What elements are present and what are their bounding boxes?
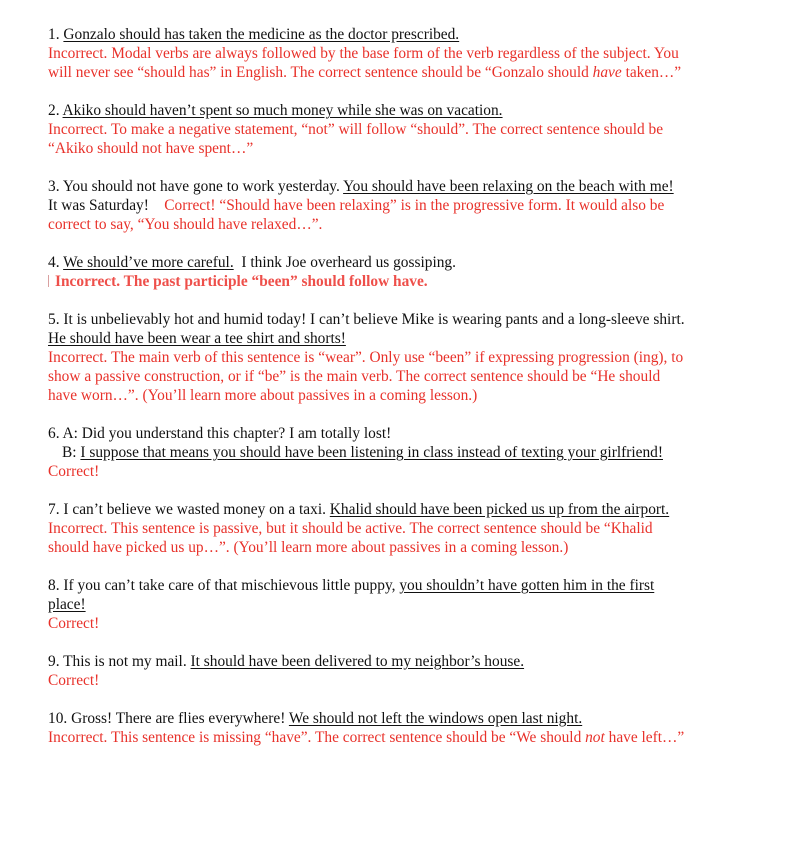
feedback-text-end: taken…” bbox=[621, 64, 682, 81]
feedback-emphasis: not bbox=[585, 729, 605, 746]
question-8 bbox=[48, 576, 688, 614]
underlined-sentence: You should have been relaxing on the beach with me! bbox=[343, 178, 674, 195]
context-text-after: I think Joe overheard us gossiping. bbox=[233, 254, 456, 271]
feedback-text: Incorrect. The past participle “been” should follow have. bbox=[55, 273, 428, 290]
feedback-text: Incorrect. The main verb of this sentence is “wear”. Only use “been” if expressing progression (ing), to show a passive construction, or if “be” is the main verb. The correct sentence should be “He should have worn…”. (You’ll learn more about passives in a coming lesson.) bbox=[48, 349, 684, 404]
underlined-sentence: He should have been wear a tee shirt and shorts! bbox=[48, 330, 346, 347]
feedback-text: Incorrect. Modal verbs are always followed by the base form of the verb regardless of the subject. You will never see “should has” in English. The correct sentence should be “Gonzalo should bbox=[48, 45, 679, 81]
exercise-item-3 bbox=[48, 177, 688, 234]
question-7 bbox=[48, 500, 688, 519]
feedback-1 bbox=[48, 44, 688, 82]
feedback-text: Incorrect. This sentence is missing “have”. The correct sentence should be “We should bbox=[48, 729, 586, 746]
question-3 bbox=[48, 177, 688, 234]
item-number: 10. bbox=[48, 710, 68, 727]
context-text-after: It was Saturday! bbox=[48, 178, 682, 214]
underlined-sentence: I suppose that means you should have been listening in class instead of texting your girlfriend! bbox=[80, 444, 663, 461]
item-number: 2. bbox=[48, 102, 60, 119]
underlined-sentence: We should’ve more careful. bbox=[63, 254, 234, 271]
question-6 bbox=[48, 424, 688, 443]
dialogue-speaker-b: B: bbox=[62, 444, 81, 461]
feedback-7 bbox=[48, 519, 688, 557]
context-text: You should not have gone to work yesterday. bbox=[62, 178, 344, 195]
context-text: This is not my mail. bbox=[63, 653, 191, 670]
feedback-text-end: have left…” bbox=[604, 729, 685, 746]
underlined-sentence: Akiko should haven’t spent so much money while she was on vacation. bbox=[62, 102, 503, 119]
context-text: If you can’t take care of that mischievous little puppy, bbox=[63, 577, 400, 594]
exercise-item-2 bbox=[48, 101, 688, 158]
feedback-emphasis: have bbox=[592, 64, 622, 81]
cursor-mark bbox=[48, 275, 54, 287]
underlined-sentence: you shouldn’t have gotten him in the first place! bbox=[48, 577, 655, 613]
exercise-item-6 bbox=[48, 424, 688, 481]
underlined-sentence: We should not left the windows open last night. bbox=[288, 710, 583, 727]
item-number: 5. bbox=[48, 311, 60, 328]
feedback-9 bbox=[48, 671, 688, 690]
context-text: Gross! There are flies everywhere! bbox=[71, 710, 289, 727]
feedback-2 bbox=[48, 120, 688, 158]
answer-key-document bbox=[48, 25, 688, 766]
underlined-sentence: Gonzalo should has taken the medicine as the doctor prescribed. bbox=[63, 26, 460, 43]
feedback-text: Correct! bbox=[48, 463, 100, 480]
feedback-8 bbox=[48, 614, 688, 633]
feedback-text: Correct! bbox=[48, 615, 100, 632]
feedback-text: Incorrect. This sentence is passive, but it should be active. The correct sentence should be “Khalid should have picked us up…”. (You’ll learn more about passives in a coming lesson.) bbox=[48, 520, 653, 556]
feedback-text: Incorrect. To make a negative statement, “not” will follow “should”. The correct sentence should be “Akiko should not have spent…” bbox=[48, 121, 664, 157]
underlined-sentence: Khalid should have been picked us up from the airport. bbox=[329, 501, 670, 518]
question-2 bbox=[48, 101, 688, 120]
question-1 bbox=[48, 25, 688, 44]
item-number: 7. bbox=[48, 501, 60, 518]
exercise-item-8 bbox=[48, 576, 688, 633]
feedback-text: Correct! bbox=[48, 672, 100, 689]
exercise-item-4 bbox=[48, 253, 688, 291]
exercise-item-5 bbox=[48, 310, 688, 405]
feedback-3: Correct! “Should have been relaxing” is in the progressive form. It would also be correct to say, “You should have relaxed…”. bbox=[48, 197, 665, 233]
underlined-sentence: It should have been delivered to my neighbor’s house. bbox=[190, 653, 525, 670]
feedback-10 bbox=[48, 728, 688, 747]
feedback-4 bbox=[48, 272, 688, 291]
item-number: 8. bbox=[48, 577, 60, 594]
context-text: I can’t believe we wasted money on a taxi. bbox=[63, 501, 330, 518]
feedback-5 bbox=[48, 348, 688, 405]
exercise-item-9 bbox=[48, 652, 688, 690]
item-number: 4. bbox=[48, 254, 60, 271]
question-5 bbox=[48, 310, 688, 348]
exercise-item-1 bbox=[48, 25, 688, 82]
question-9 bbox=[48, 652, 688, 671]
question-4 bbox=[48, 253, 688, 272]
item-number: 9. bbox=[48, 653, 60, 670]
exercise-item-7 bbox=[48, 500, 688, 557]
exercise-item-10 bbox=[48, 709, 688, 747]
item-number: 6. bbox=[48, 425, 60, 442]
dialogue-line-a: A: Did you understand this chapter? I am totally lost! bbox=[62, 425, 392, 442]
context-text: It is unbelievably hot and humid today! I can’t believe Mike is wearing pants and a long-sleeve shirt. bbox=[63, 311, 685, 328]
item-number: 1. bbox=[48, 26, 60, 43]
item-number: 3. bbox=[48, 178, 60, 195]
feedback-6 bbox=[48, 462, 688, 481]
question-10 bbox=[48, 709, 688, 728]
question-6-b bbox=[48, 443, 688, 462]
